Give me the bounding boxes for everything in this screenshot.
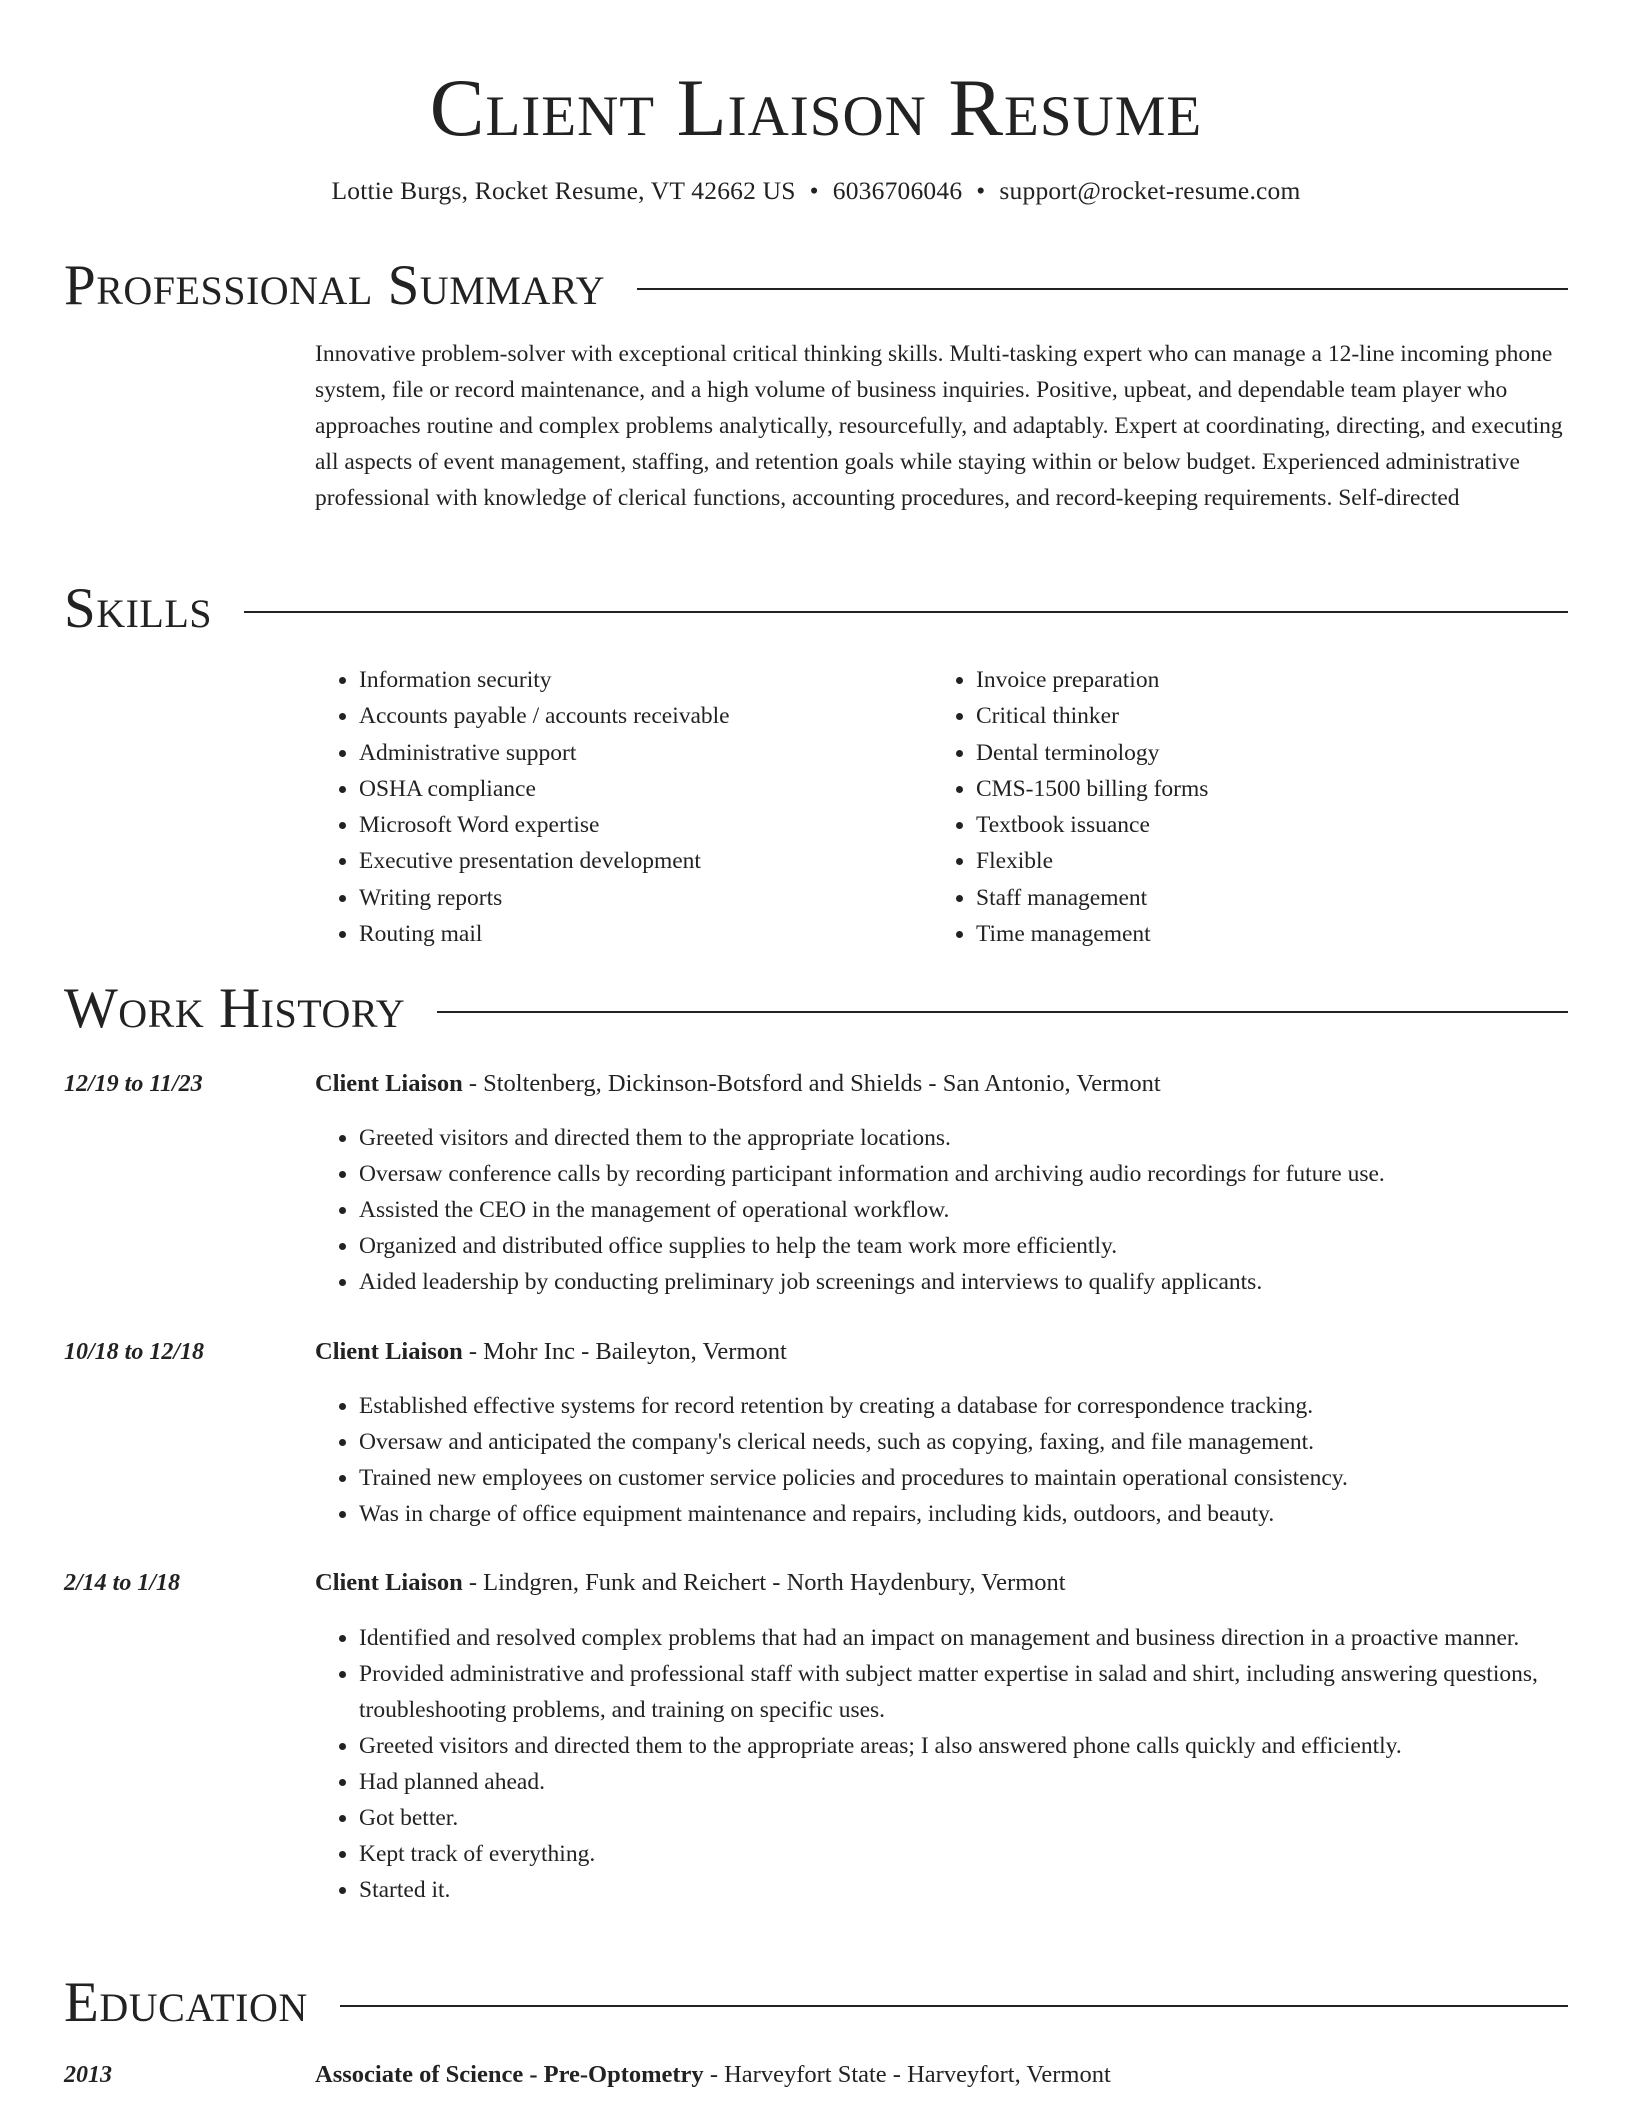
- job-title: Client Liaison: [315, 1070, 463, 1097]
- job-bullet: • Assisted the CEO in the management of operational workflow.: [359, 1192, 1568, 1228]
- section-divider: [637, 288, 1568, 290]
- contact-phone: 6036706046: [832, 176, 963, 205]
- job-bullets: [315, 1388, 1568, 1532]
- section-divider: [437, 1011, 1568, 1013]
- job-heading: [315, 1565, 1568, 1601]
- skill-item: • Administrative support: [359, 735, 959, 771]
- skill-item: • Accounts payable / accounts receivable: [359, 698, 959, 734]
- job-bullets: [315, 1620, 1568, 1908]
- job-heading: [315, 1334, 1568, 1370]
- skill-item: • Routing mail: [359, 916, 959, 952]
- job-bullet: • Organized and distributed office supplies to help the team work more efficiently.: [359, 1228, 1568, 1264]
- skill-item: • Executive presentation development: [359, 843, 959, 879]
- skill-item: • Time management: [976, 916, 1612, 952]
- job-details: - Stoltenberg, Dickinson-Botsford and Shields - San Antonio, Vermont: [462, 1070, 1161, 1097]
- job-bullets: [315, 1120, 1568, 1300]
- job-bullet: • Established effective systems for record retention by creating a database for correspondence tracking.: [359, 1388, 1568, 1424]
- skill-item: • Microsoft Word expertise: [359, 807, 959, 843]
- job-title: Client Liaison: [315, 1338, 463, 1365]
- summary-text: Innovative problem-solver with exceptional critical thinking skills. Multi-tasking expert who can manage a 12-line incoming phone system, file or record maintenance, and a high volume of business inquiries. Positive, upbeat, and dependable team player who approaches routine and complex problems analytically, resourcefully, and adaptably. Expert at coordinating, directing, and executing all aspects of event management, staffing, and retention goals while staying within or below budget. Experienced administrative professional with knowledge of clerical functions, accounting procedures, and record-keeping requirements. Self-directed: [315, 341, 1563, 511]
- job-bullet: • Was in charge of office equipment maintenance and repairs, including kids, outdoors, and beauty.: [359, 1496, 1568, 1532]
- job-bullet: • Identified and resolved complex problems that had an impact on management and business direction in a proactive manner.: [359, 1620, 1568, 1656]
- skill-item: • Invoice preparation: [976, 662, 1612, 698]
- education-section-heading: [64, 1968, 1568, 2038]
- job-dates: 12/19 to 11/23: [64, 1071, 203, 1097]
- skills-list-right: [932, 662, 1612, 952]
- skill-item: • Critical thinker: [976, 698, 1612, 734]
- job-details: - Mohr Inc - Baileyton, Vermont: [462, 1338, 787, 1365]
- section-divider: [244, 611, 1568, 613]
- job-bullet: • Got better.: [359, 1800, 1568, 1836]
- job-dates: 10/18 to 12/18: [64, 1339, 205, 1365]
- job-bullet: • Greeted visitors and directed them to the appropriate areas; I also answered phone calls quickly and efficiently.: [359, 1728, 1568, 1764]
- skills-list-left: [315, 662, 959, 952]
- section-heading-label: Work History: [64, 977, 406, 1040]
- education-details: - Harveyfort State - Harveyfort, Vermont: [703, 2061, 1111, 2088]
- contact-separator: •: [976, 176, 986, 205]
- section-heading-label: Professional Summary: [64, 254, 606, 317]
- job-dates: 2/14 to 1/18: [64, 1570, 181, 1596]
- skill-item: • Writing reports: [359, 880, 959, 916]
- skill-item: • CMS-1500 billing forms: [976, 771, 1612, 807]
- skills-section-heading: [64, 574, 1568, 644]
- job-bullet: • Oversaw conference calls by recording participant information and archiving audio recordings for future use.: [359, 1156, 1568, 1192]
- section-divider: [340, 2005, 1568, 2007]
- job-bullet: • Trained new employees on customer service policies and procedures to maintain operational consistency.: [359, 1460, 1568, 1496]
- job-title: Client Liaison: [315, 1569, 463, 1596]
- skill-item: • OSHA compliance: [359, 771, 959, 807]
- job-bullet: • Aided leadership by conducting preliminary job screenings and interviews to qualify applicants.: [359, 1264, 1568, 1300]
- contact-separator: •: [809, 176, 819, 205]
- contact-line: [64, 173, 1568, 209]
- skill-item: • Staff management: [976, 880, 1612, 916]
- contact-email: support@rocket-resume.com: [999, 176, 1301, 205]
- skill-item: • Flexible: [976, 843, 1612, 879]
- education-degree: Associate of Science - Pre-Optometry: [315, 2061, 704, 2088]
- work-history-section-heading: [64, 974, 1568, 1044]
- job-bullet: • Provided administrative and professional staff with subject matter expertise in salad and shirt, including answering questions, troubleshooting problems, and training on specific uses.: [359, 1656, 1568, 1728]
- job-bullet: • Had planned ahead.: [359, 1764, 1568, 1800]
- summary-section-heading: [64, 251, 1568, 321]
- resume-title: Client Liaison Resume: [429, 62, 1203, 153]
- skill-item: • Textbook issuance: [976, 807, 1612, 843]
- job-bullet: • Started it.: [359, 1872, 1568, 1908]
- job-bullet: • Oversaw and anticipated the company's clerical needs, such as copying, faxing, and file management.: [359, 1424, 1568, 1460]
- job-bullet: • Greeted visitors and directed them to the appropriate locations.: [359, 1120, 1568, 1156]
- job-heading: [315, 1066, 1568, 1102]
- contact-address: Lottie Burgs, Rocket Resume, VT 42662 US: [331, 176, 796, 205]
- skill-item: • Information security: [359, 662, 959, 698]
- section-heading-label: Skills: [64, 577, 213, 640]
- job-details: - Lindgren, Funk and Reichert - North Haydenbury, Vermont: [462, 1569, 1066, 1596]
- education-heading: [315, 2057, 1568, 2093]
- skill-item: • Dental terminology: [976, 735, 1612, 771]
- education-year: 2013: [64, 2062, 112, 2088]
- section-heading-label: Education: [64, 1971, 308, 2034]
- job-bullet: • Kept track of everything.: [359, 1836, 1568, 1872]
